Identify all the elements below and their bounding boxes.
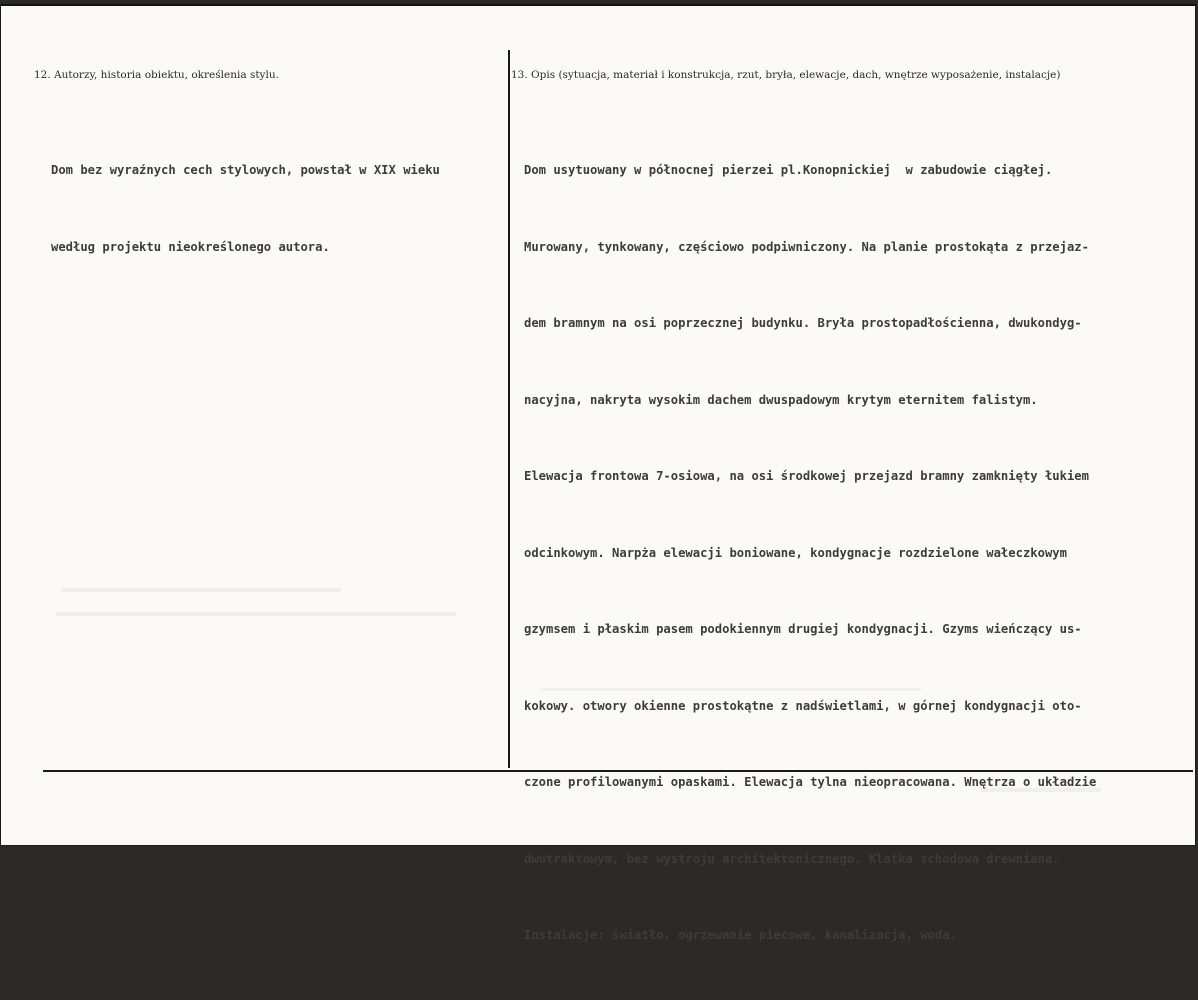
section-13-text [524,107,1096,1000]
section-13-line: dwutraktowym, bez wystroju architektonicznego. Klatka schodowa drewniana. [524,851,1060,866]
section-13-line: Instalacje: światło, ogrzewanie piecowe, kanalizacja, woda. [524,928,957,942]
section-12-heading: 12. Autorzy, historia obiektu, określenia stylu. [34,69,279,81]
bleed-through-mark [61,588,341,592]
section-13-heading: 13. Opis (sytuacja, materiał i konstrukcja, rzut, bryła, elewacje, dach, wnętrze wyposażenie, instalacje) [511,69,1061,81]
section-13-line: Dom usytuowany w północnej pierzei pl.Konopnickiej w zabudowie ciągłej. [524,163,1053,177]
section-12-text [51,107,440,311]
section-13-line: Elewacja frontowa 7-osiowa, na osi środkowej przejazd bramny zamknięty łukiem [524,469,1089,483]
bleed-through-mark [56,612,456,616]
section-13-line: kokowy. otwory okienne prostokątne z nadświetlami, w górnej kondygnacji oto- [524,698,1082,713]
section-12-line: Dom bez wyraźnych cech stylowych, powstał w XIX wieku [51,163,440,177]
section-12-line: według projektu nieokreślonego autora. [51,239,330,254]
section-13-line: czone profilowanymi opaskami. Elewacja tylna nieopracowana. Wnętrza o układzie [524,775,1097,789]
section-13-line: odcinkowym. Narpża elewacji boniowane, kondygnacje rozdzielone wałeczkowym [524,545,1067,560]
section-13-line: nacyjna, nakryta wysokim dachem dwuspadowym krytym eternitem falistym. [524,392,1038,407]
column-divider [508,50,510,768]
section-13-line: gzymsem i płaskim pasem podokiennym drugiej kondygnacji. Gzyms wieńczący us- [524,622,1082,636]
section-13-line: Murowany, tynkowany, częściowo podpiwniczony. Na planie prostokąta z przejaz- [524,239,1089,254]
document-page [0,4,1196,942]
section-13-line: dem bramnym na osi poprzecznej budynku. Bryła prostopadłościenna, dwukondyg- [524,316,1082,330]
